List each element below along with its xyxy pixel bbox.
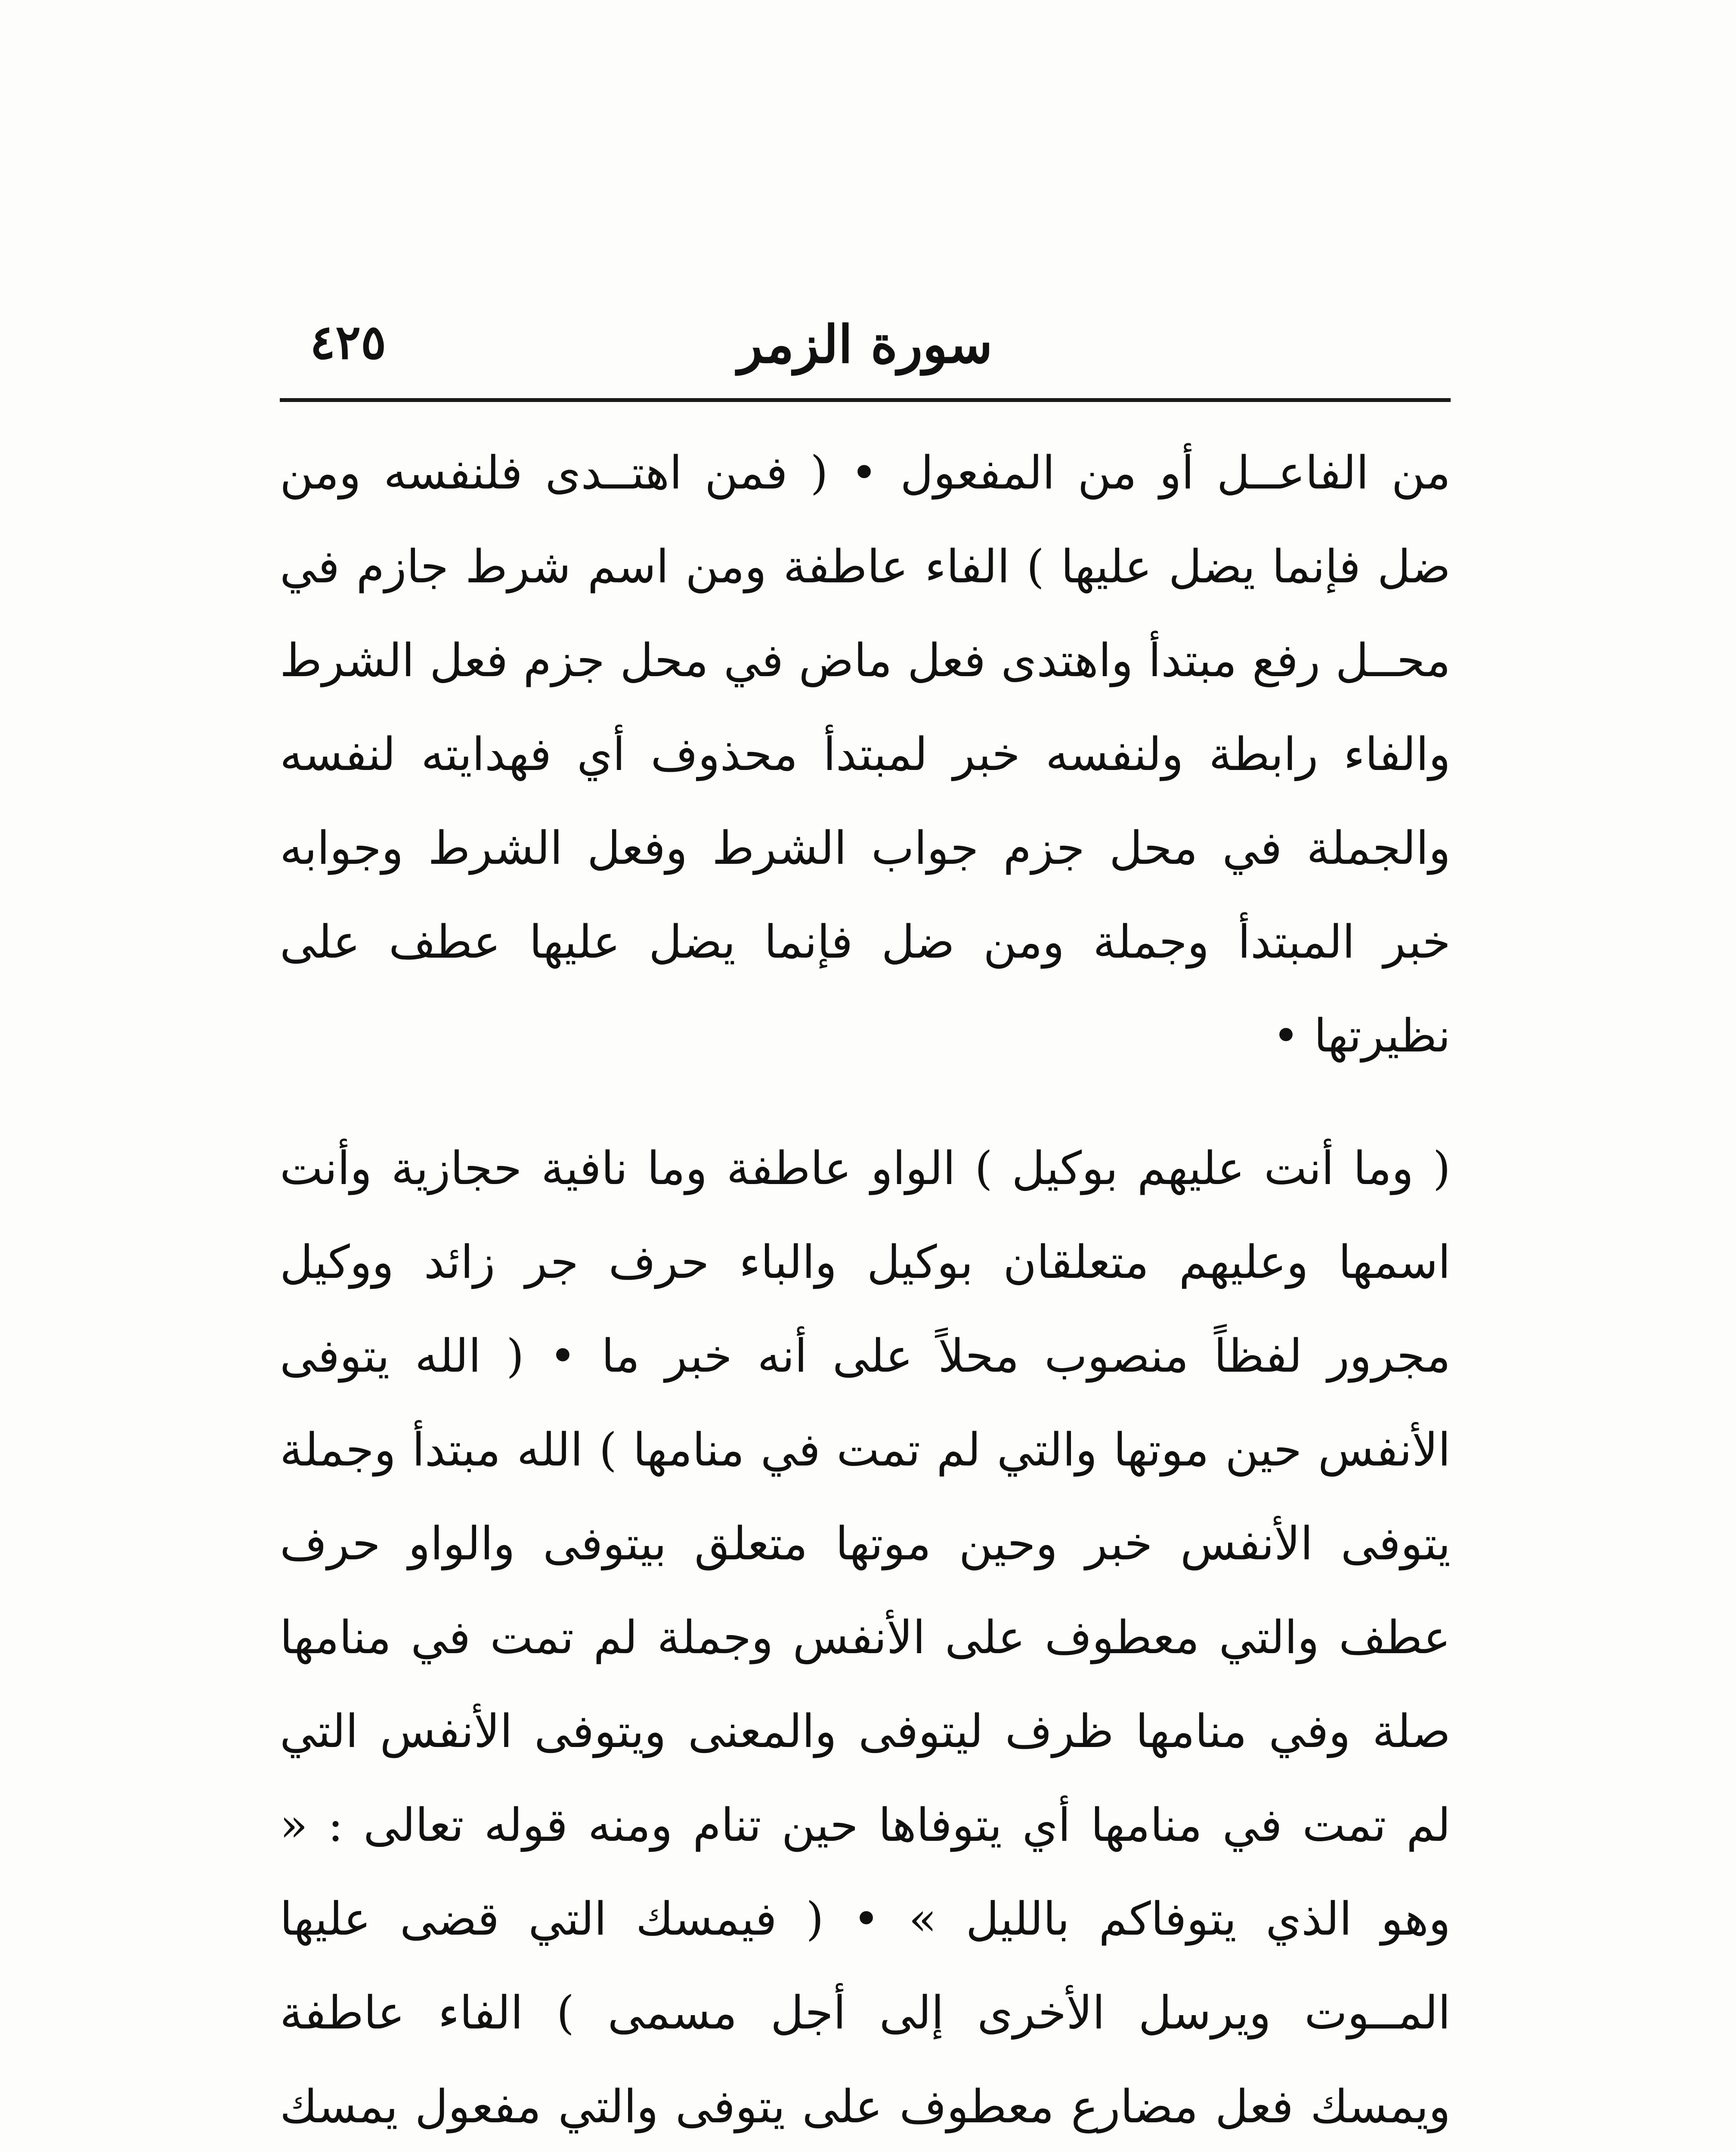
paragraph-2: ( وما أنت عليهم بوكيل ) الواو عاطفة وما نافية حجازية وأنت اسمها وعليهم متعلقان بوكيل والباء حرف جر زائد ووكيل مجرور لفظاً منصوب محلاً على أنه خبر ما • ( الله يتوفى الأنفس حين موتها والتي لم تمت في منامها ) الله مبتدأ وجملة يتوفى الأنفس خبر وحين موتها متعلق بيتوفى والواو حرف عطف والتي معطوف على الأنفس وجملة لم تمت في منامها صلة وفي منامها ظرف ليتوفى والمعنى ويتوفى الأنفس التي لم تمت في منامها أي يتوفاها حين تنام ومنه قوله تعالى : « وهو الذي يتوفاكم بالليل » • ( فيمسك التي قضى عليها المــوت ويرسل الأخرى إلى أجل مسمى ) الفاء عاطفة ويمسك فعل مضارع معطوف على يتوفى والتي مفعول يمسك (280, 1142, 1451, 2133)
surah-title: سورة الزمر (738, 314, 993, 375)
page-number: ٤٢٥ (310, 314, 387, 370)
page-header (280, 301, 1451, 387)
header-divider (280, 398, 1451, 402)
paragraph-1: من الفاعــل أو من المفعول • ( فمن اهتــدى فلنفسه ومن ضل فإنما يضل عليها ) الفاء عاطفة ومن اسم شرط جازم في محــل رفع مبتدأ واهتدى فعل ماض في محل جزم فعل الشرط والفاء رابطة ولنفسه خبر لمبتدأ محذوف أي فهدايته لنفسه والجملة في محل جزم جواب الشرط وفعل الشرط وجوابه خبر المبتدأ وجملة ومن ضل فإنما يضل عليها عطف على نظيرتها • (280, 446, 1451, 1062)
page-body (280, 426, 1451, 2152)
